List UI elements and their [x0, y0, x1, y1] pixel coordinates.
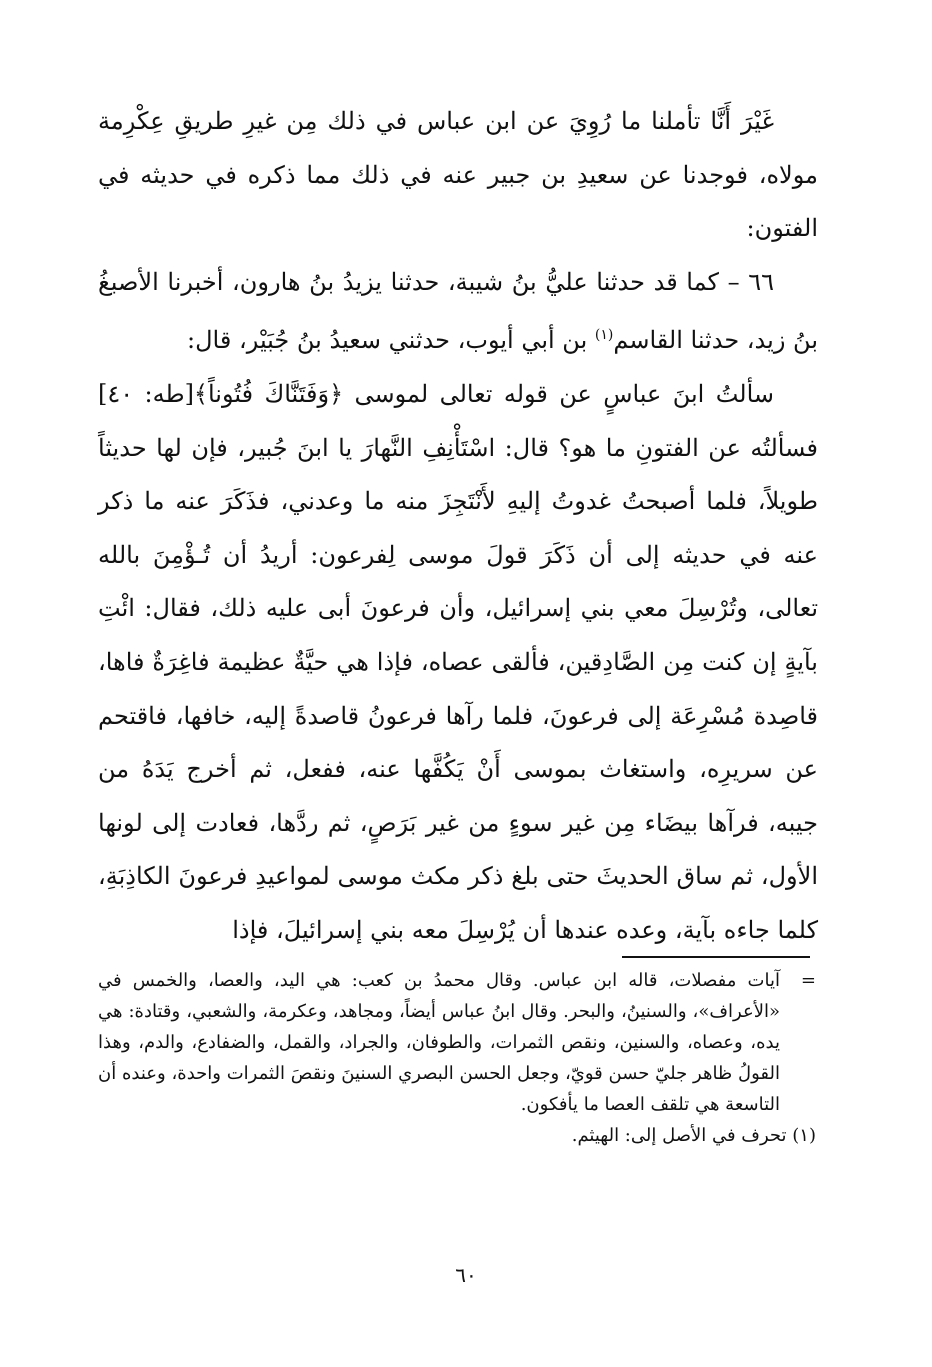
footnote-separator	[622, 956, 810, 958]
footnote-1	[98, 1120, 816, 1151]
page-number: ٦٠	[455, 1263, 477, 1287]
paragraph-intro: غَيْرَ أَنَّا تأملنا ما رُوِيَ عن ابن عباس في ذلك مِن غيرِ طريقِ عِكْرِمة مولاه، فوجدنا عن سعيدِ بن جبير عنه في ذلك مما ذكره في حديثه في الفتون:	[98, 107, 818, 243]
footnote-1-marker: (١)	[792, 1125, 816, 1146]
footnote-continuation	[98, 965, 816, 1120]
isnad-text-end: بن أبي أيوب، حدثني سعيدُ بنُ جُبَيْر، قال:	[187, 326, 595, 355]
main-text	[98, 95, 818, 958]
footnote-continuation-text: آيات مفصلات، قاله ابن عباس. وقال محمدُ بن كعب: هي اليد، والعصا، والخمس في «الأعراف»، والسنينُ، والبحر. وقال ابنُ عباس أيضاً، ومجاهد، وعكرمة، والشعبي، وقتادة: هي يده، وعصاه، والسنين، ونقص الثمرات، والطوفان، والجراد، والقمل، والضفادع، والدم، وهذا القولُ ظاهر جليّ حسن قويّ، وجعل الحسن البصري السنينَ ونقصَ الثمرات واحدة، وعنده أن التاسعة هي تلقف العصا ما يأفكون.	[98, 970, 780, 1115]
isnad-text-start: ٦٦ – كما قد حدثنا عليُّ بنُ شيبة، حدثنا يزيدُ بنُ هارون، أخبرنا الأصبغُ بنُ زيد، حدثنا القاسم	[98, 267, 818, 355]
paragraph-isnad	[98, 256, 818, 368]
continuation-mark: =	[800, 970, 816, 991]
paragraph-hadith: سألتُ ابنَ عباسٍ عن قوله تعالى لموسى ﴿وَفَتَنَّاكَ فُتُوناً﴾[طه: ٤٠] فسألتُه عن الفتونِ ما هو؟ قال: اسْتَأْنِفِ النَّهارَ يا ابنَ جُبير، فإن لها حديثاً طويلاً، فلما أصبحتُ غدوتُ إليهِ لأَنْتَجِزَ منه ما وعدني، فذَكَرَ عنه ما ذكر عنه في حديثه إلى أن ذَكَرَ قولَ موسى لِفرعون: أريدُ أن تُـؤْمِنَ بالله تعالى، وتُرْسِلَ معي بني إسرائيل، وأن فرعونَ أبى عليه ذلك، فقال: ائْتِ بآيةٍ إن كنت مِن الصَّادِقين، فألقى عصاه، فإذا هي حيَّةٌ عظيمة فاغِرَةٌ فاها، قاصِدة مُسْرِعَة إلى فرعونَ، فلما رآها فرعونُ قاصدةً إليه، خافها، فاقتحم عن سريرِه، واستغاث بموسى أَنْ يَكُفَّها عنه، ففعل، ثم أخرج يَدَهُ من جيبه، فرآها بيضَاء مِن غير سوءٍ من غير بَرَصٍ، ثم ردَّها، فعادت إلى لونها الأول، ثم ساق الحديثَ حتى بلغ ذكر مكث موسى لمواعيدِ فرعونَ الكاذِبَةِ، كلما جاءه بآية، وعده عندها أن يُرْسِلَ معه بني إسرائيلَ، فإذا	[98, 379, 819, 944]
footnotes	[98, 965, 816, 1151]
footnote-1-text: تحرف في الأصل إلى: الهيثم.	[571, 1125, 787, 1146]
footnote-reference-1: (١)	[594, 327, 614, 344]
